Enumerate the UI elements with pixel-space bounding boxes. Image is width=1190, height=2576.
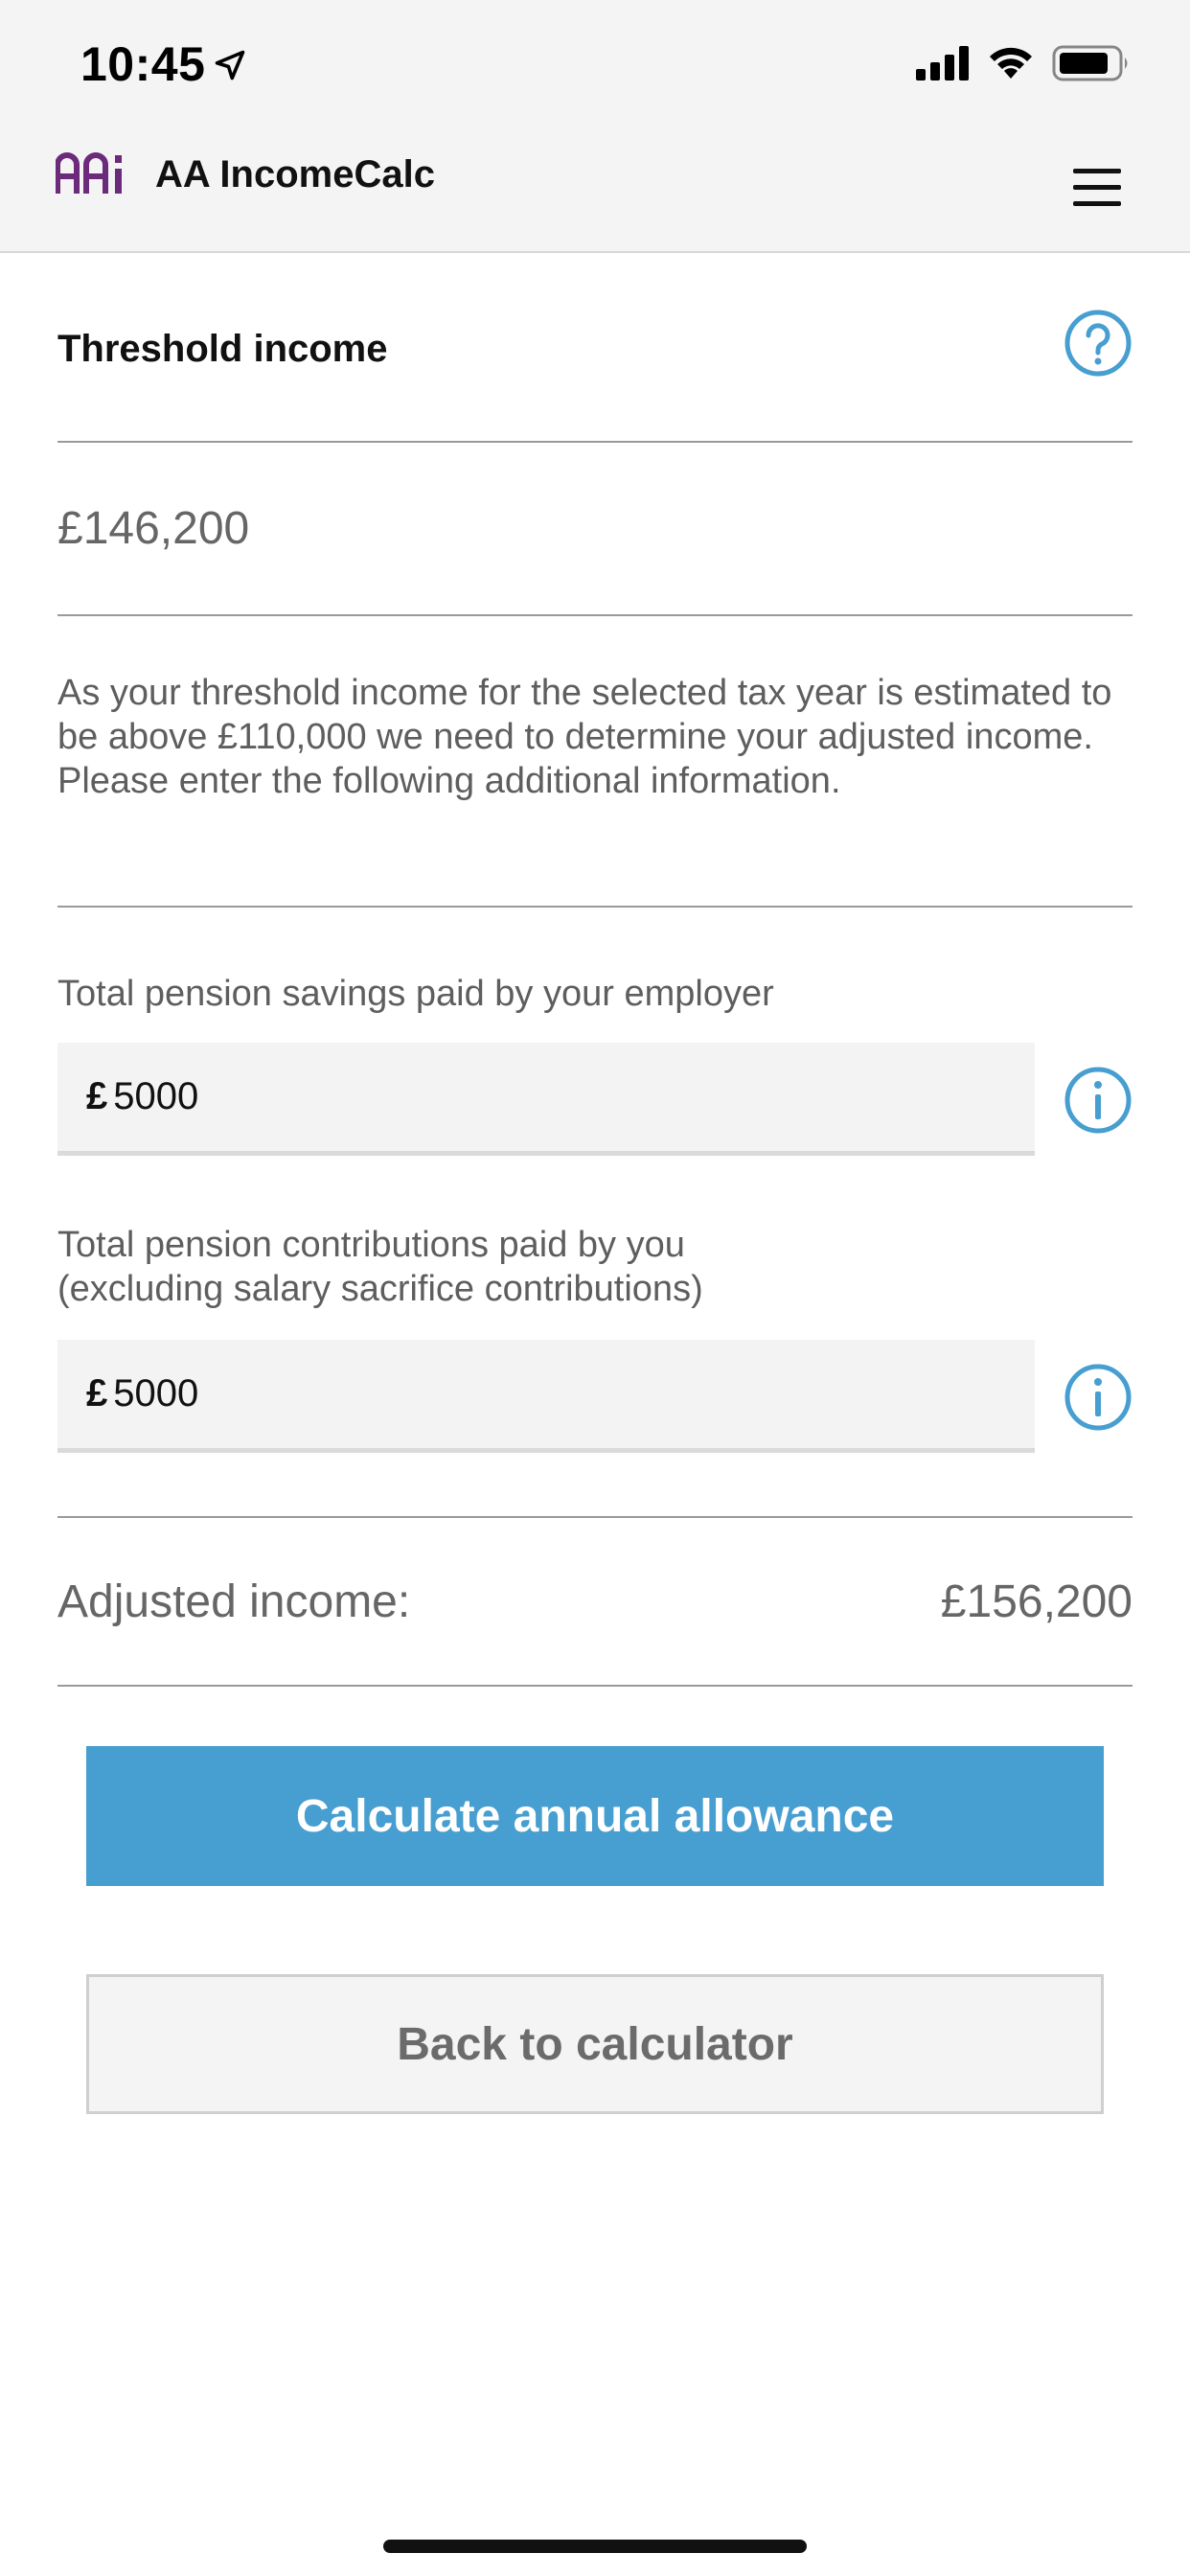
info-circle-icon[interactable] bbox=[1064, 1363, 1133, 1432]
question-circle-icon[interactable] bbox=[1064, 309, 1133, 378]
currency-symbol: £ bbox=[86, 1075, 108, 1117]
cellular-signal-icon bbox=[916, 46, 970, 80]
battery-icon bbox=[1052, 44, 1131, 82]
personal-pension-label-line1: Total pension contributions paid by you bbox=[57, 1225, 685, 1265]
divider bbox=[57, 441, 1133, 443]
adjusted-income-value: £156,200 bbox=[940, 1576, 1133, 1627]
personal-pension-label bbox=[57, 1223, 703, 1311]
back-to-calculator-button[interactable]: Back to calculator bbox=[86, 1974, 1104, 2114]
personal-pension-label-line2: (excluding salary sacrifice contributions) bbox=[57, 1269, 703, 1309]
employer-pension-input[interactable] bbox=[113, 1075, 975, 1118]
employer-pension-label: Total pension savings paid by your employer bbox=[57, 974, 774, 1014]
status-time: 10:45 bbox=[80, 37, 206, 91]
info-circle-icon[interactable] bbox=[1064, 1066, 1133, 1135]
wifi-icon bbox=[987, 42, 1035, 80]
explanation-text: As your threshold income for the selected tax year is estimated to be above £110,000 we need to determine your adjusted income. Please enter the following additional information. bbox=[57, 673, 1112, 801]
app-header bbox=[0, 0, 1190, 253]
home-indicator[interactable] bbox=[383, 2540, 807, 2553]
app-logo-icon bbox=[56, 151, 128, 196]
location-arrow-icon bbox=[213, 48, 247, 82]
app-title: AA IncomeCalc bbox=[155, 153, 435, 196]
divider bbox=[57, 1516, 1133, 1518]
calculate-annual-allowance-button[interactable]: Calculate annual allowance bbox=[86, 1746, 1104, 1886]
threshold-income-title: Threshold income bbox=[57, 328, 388, 370]
currency-symbol: £ bbox=[86, 1372, 108, 1414]
divider bbox=[57, 614, 1133, 616]
personal-pension-input[interactable] bbox=[113, 1372, 975, 1415]
adjusted-income-label: Adjusted income: bbox=[57, 1576, 411, 1627]
personal-pension-field[interactable] bbox=[57, 1340, 1035, 1453]
threshold-income-value: £146,200 bbox=[57, 503, 250, 554]
hamburger-menu-icon[interactable] bbox=[1073, 169, 1121, 207]
divider bbox=[57, 1685, 1133, 1687]
employer-pension-field[interactable] bbox=[57, 1043, 1035, 1156]
divider bbox=[57, 906, 1133, 908]
